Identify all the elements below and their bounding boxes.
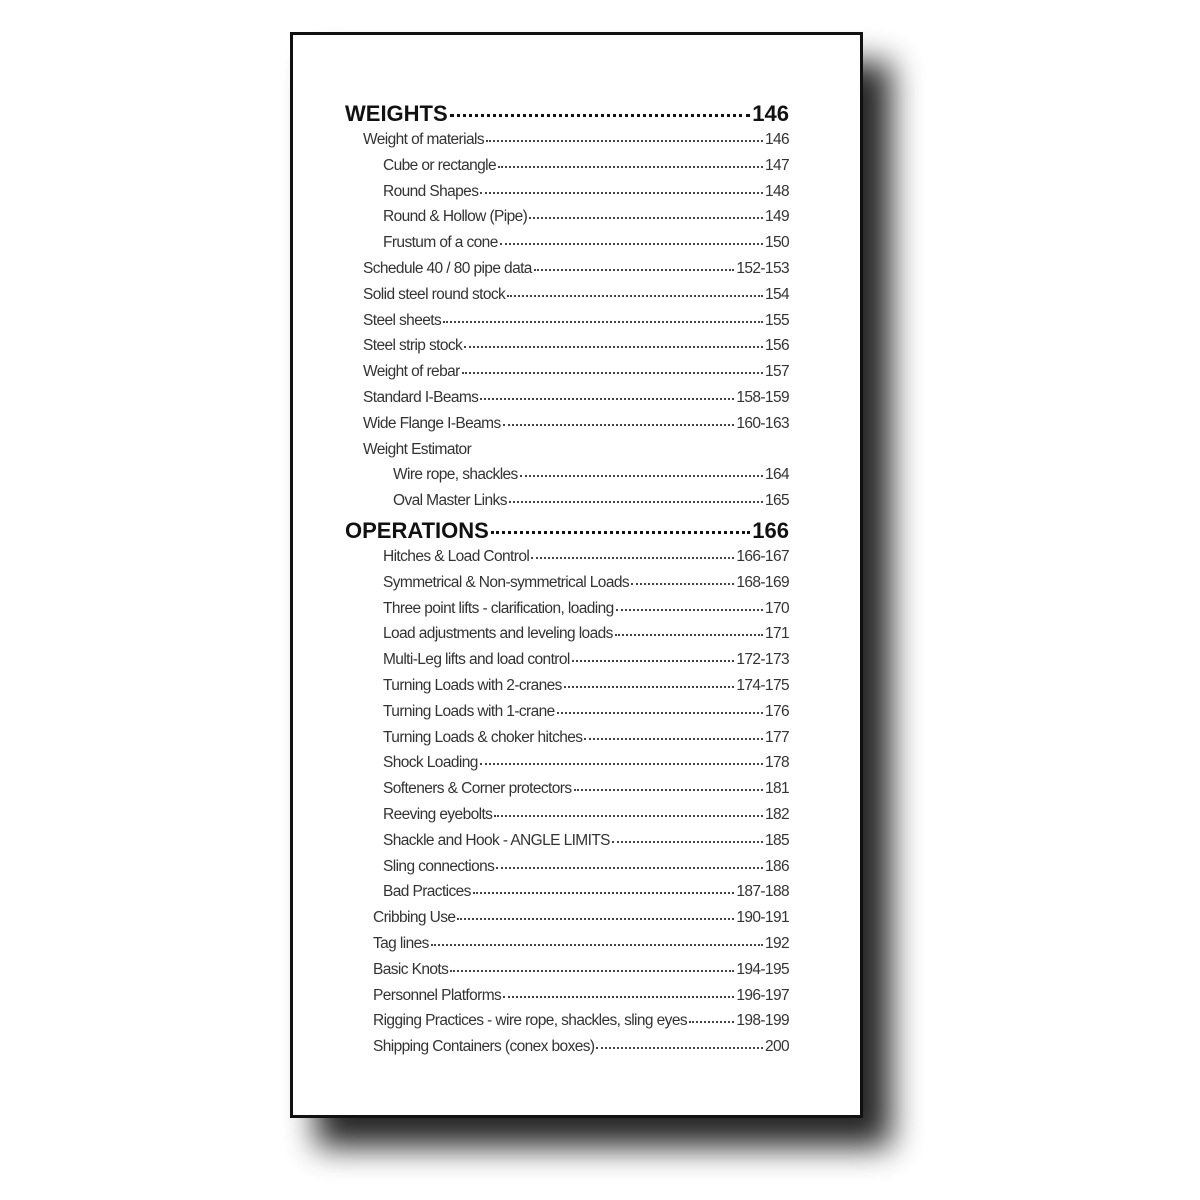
dot-leader bbox=[615, 633, 763, 636]
toc-entry-title: Solid steel round stock bbox=[363, 285, 506, 303]
toc-entry bbox=[345, 234, 789, 260]
toc-entry-page: 171 bbox=[764, 625, 789, 643]
toc-entry bbox=[345, 961, 789, 987]
dot-leader bbox=[596, 1046, 762, 1049]
toc-entry-page: 194-195 bbox=[736, 960, 789, 978]
dot-leader bbox=[496, 866, 763, 869]
table-of-contents bbox=[345, 101, 789, 1064]
toc-entry bbox=[345, 987, 789, 1013]
dot-leader bbox=[631, 582, 734, 585]
toc-entry-title: Shock Loading bbox=[383, 754, 478, 772]
toc-entry-page: 177 bbox=[764, 728, 789, 746]
toc-entry-page: 178 bbox=[764, 754, 789, 772]
dot-leader bbox=[503, 995, 734, 998]
toc-entry bbox=[345, 208, 789, 234]
toc-entry-page: 146 bbox=[752, 101, 789, 126]
toc-entry-page: 148 bbox=[764, 182, 789, 200]
dot-leader bbox=[457, 917, 734, 920]
toc-entry-page: 149 bbox=[764, 208, 789, 226]
toc-entry-page: 156 bbox=[764, 337, 789, 355]
toc-entry-title: Load adjustments and leveling loads bbox=[383, 625, 613, 643]
dot-leader bbox=[464, 345, 763, 348]
toc-entry-title: Reeving eyebolts bbox=[383, 805, 493, 823]
dot-leader bbox=[572, 659, 735, 662]
toc-entry-title: Cube or rectangle bbox=[383, 156, 497, 174]
toc-entry-title: WEIGHTS bbox=[345, 101, 448, 126]
toc-entry-title: Round Shapes bbox=[383, 182, 479, 200]
toc-entry-page: 185 bbox=[764, 831, 789, 849]
toc-entry bbox=[345, 1012, 789, 1038]
toc-entry bbox=[345, 883, 789, 909]
dot-leader bbox=[584, 737, 763, 740]
toc-entry-title: Tag lines bbox=[373, 934, 429, 952]
toc-entry-title: Turning Loads with 1-crane bbox=[383, 702, 555, 720]
toc-entry bbox=[345, 806, 789, 832]
dot-leader bbox=[520, 474, 763, 477]
toc-entry bbox=[345, 363, 789, 389]
dot-leader bbox=[473, 451, 787, 452]
toc-section-heading bbox=[345, 518, 789, 548]
toc-entry bbox=[345, 312, 789, 338]
toc-entry-page: 190-191 bbox=[736, 909, 789, 927]
toc-entry-title: Round & Hollow (Pipe) bbox=[383, 208, 528, 226]
dot-leader bbox=[450, 969, 734, 972]
dot-leader bbox=[480, 191, 763, 194]
toc-entry-page: 160-163 bbox=[736, 414, 789, 432]
toc-entry bbox=[345, 466, 789, 492]
toc-entry-title: Weight of materials bbox=[363, 131, 484, 148]
toc-entry-title: Softeners & Corner protectors bbox=[383, 780, 572, 798]
toc-entry bbox=[345, 832, 789, 858]
toc-entry-page: 165 bbox=[764, 492, 789, 510]
toc-entry-page: 182 bbox=[764, 805, 789, 823]
toc-entry bbox=[345, 625, 789, 651]
toc-entry-title: Standard I-Beams bbox=[363, 388, 479, 406]
toc-entry-page: 164 bbox=[764, 466, 789, 484]
dot-leader bbox=[616, 608, 763, 611]
toc-entry bbox=[345, 729, 789, 755]
toc-section-heading bbox=[345, 101, 789, 131]
toc-entry-page: 150 bbox=[764, 234, 789, 252]
toc-entry-title: Frustum of a cone bbox=[383, 234, 498, 252]
toc-entry bbox=[345, 909, 789, 935]
dot-leader bbox=[450, 113, 751, 117]
toc-entry bbox=[345, 441, 789, 467]
toc-entry-title: Wire rope, shackles bbox=[393, 466, 518, 484]
dot-leader bbox=[574, 788, 763, 791]
dot-leader bbox=[431, 943, 763, 946]
toc-entry-title: Shackle and Hook - ANGLE LIMITS bbox=[383, 831, 610, 849]
toc-entry-page: 146 bbox=[764, 131, 789, 148]
toc-entry bbox=[345, 131, 789, 157]
toc-entry bbox=[345, 858, 789, 884]
toc-entry-title: Symmetrical & Non-symmetrical Loads bbox=[383, 573, 630, 591]
toc-entry-page: 198-199 bbox=[736, 1012, 789, 1030]
toc-entry-title: Oval Master Links bbox=[393, 492, 507, 510]
toc-entry bbox=[345, 183, 789, 209]
toc-entry-page: 158-159 bbox=[736, 388, 789, 406]
toc-entry-page: 200 bbox=[764, 1038, 789, 1056]
dot-leader bbox=[557, 711, 763, 714]
toc-entry-page: 152-153 bbox=[736, 259, 789, 277]
toc-entry-page: 166-167 bbox=[736, 547, 789, 565]
toc-entry bbox=[345, 574, 789, 600]
toc-entry bbox=[345, 651, 789, 677]
toc-entry-page: 181 bbox=[764, 780, 789, 798]
toc-entry bbox=[345, 600, 789, 626]
dot-leader bbox=[564, 685, 735, 688]
toc-entry bbox=[345, 1038, 789, 1064]
toc-entry-page: 187-188 bbox=[736, 883, 789, 901]
toc-entry-page: 147 bbox=[764, 156, 789, 174]
toc-page bbox=[290, 32, 863, 1118]
dot-leader bbox=[612, 840, 763, 843]
dot-leader bbox=[529, 216, 763, 219]
toc-entry bbox=[345, 286, 789, 312]
toc-entry-page: 170 bbox=[764, 599, 789, 617]
dot-leader bbox=[689, 1020, 734, 1023]
toc-entry-title: Schedule 40 / 80 pipe data bbox=[363, 259, 532, 277]
dot-leader bbox=[500, 242, 763, 245]
toc-entry-title: Turning Loads with 2-cranes bbox=[383, 676, 562, 694]
toc-entry-title: Basic Knots bbox=[373, 960, 449, 978]
toc-entry-title: Sling connections bbox=[383, 857, 495, 875]
toc-entry bbox=[345, 677, 789, 703]
toc-entry-page: 192 bbox=[764, 934, 789, 952]
toc-entry-title: Three point lifts - clarification, loading bbox=[383, 599, 614, 617]
dot-leader bbox=[443, 320, 763, 323]
dot-leader bbox=[480, 762, 763, 765]
toc-entry-title: Bad Practices bbox=[383, 883, 471, 901]
toc-entry-title: Steel sheets bbox=[363, 311, 442, 329]
toc-entry-title: Multi-Leg lifts and load control bbox=[383, 651, 570, 669]
toc-entry-title: Turning Loads & choker hitches bbox=[383, 728, 583, 746]
dot-leader bbox=[494, 814, 763, 817]
toc-entry-title: Shipping Containers (conex boxes) bbox=[373, 1038, 595, 1056]
dot-leader bbox=[534, 268, 734, 271]
toc-entry-title: OPERATIONS bbox=[345, 517, 489, 543]
toc-entry-page: 166 bbox=[752, 517, 789, 543]
toc-entry-page: 172-173 bbox=[736, 651, 789, 669]
dot-leader bbox=[509, 500, 763, 503]
toc-entry-title: Rigging Practices - wire rope, shackles, sling eyes bbox=[373, 1012, 687, 1030]
toc-entry bbox=[345, 780, 789, 806]
dot-leader bbox=[480, 397, 734, 400]
toc-entry-title: Steel strip stock bbox=[363, 337, 463, 355]
toc-entry-page: 157 bbox=[764, 363, 789, 381]
toc-entry-page: 168-169 bbox=[736, 573, 789, 591]
toc-entry bbox=[345, 260, 789, 286]
toc-entry bbox=[345, 337, 789, 363]
dot-leader bbox=[531, 556, 734, 559]
toc-entry-title: Cribbing Use bbox=[373, 909, 456, 927]
dot-leader bbox=[491, 530, 750, 534]
toc-entry bbox=[345, 935, 789, 961]
toc-entry-page: 186 bbox=[764, 857, 789, 875]
dot-leader bbox=[486, 139, 763, 142]
toc-entry-title: Hitches & Load Control bbox=[383, 547, 530, 565]
dot-leader bbox=[503, 423, 735, 426]
toc-entry-title: Personnel Platforms bbox=[373, 986, 502, 1004]
toc-entry-page: 174-175 bbox=[736, 676, 789, 694]
dot-leader bbox=[498, 165, 763, 168]
toc-entry bbox=[345, 389, 789, 415]
toc-entry bbox=[345, 703, 789, 729]
toc-entry bbox=[345, 415, 789, 441]
dot-leader bbox=[507, 294, 763, 297]
toc-entry-page: 154 bbox=[764, 285, 789, 303]
dot-leader bbox=[462, 371, 763, 374]
toc-entry-title: Wide Flange I-Beams bbox=[363, 414, 501, 432]
toc-entry-page: 176 bbox=[764, 702, 789, 720]
toc-entry-title: Weight of rebar bbox=[363, 363, 460, 381]
toc-entry-page: 196-197 bbox=[736, 986, 789, 1004]
toc-entry bbox=[345, 492, 789, 518]
toc-entry-page: 155 bbox=[764, 311, 789, 329]
toc-entry bbox=[345, 548, 789, 574]
toc-entry bbox=[345, 754, 789, 780]
dot-leader bbox=[473, 891, 734, 894]
toc-entry bbox=[345, 157, 789, 183]
toc-entry-title: Weight Estimator bbox=[363, 440, 472, 458]
